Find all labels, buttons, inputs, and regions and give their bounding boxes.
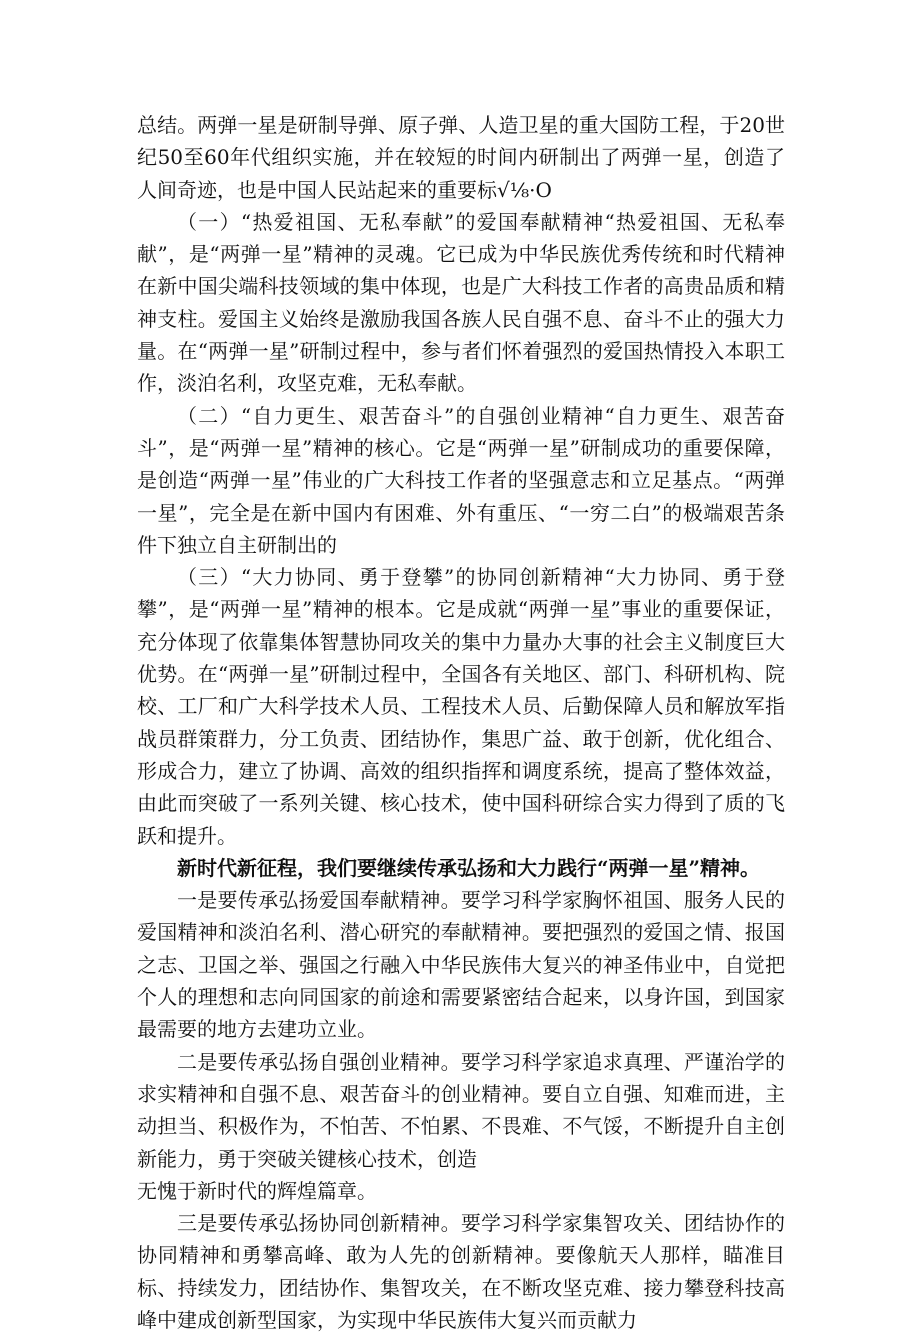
point-three-paragraph: 三是要传承弘扬协同创新精神。要学习科学家集智攻关、团结协作的协同精神和勇攀高峰、敢为人先的创新精神。要像航天人那样，瞄准目标、持续发力，团结协作、集智攻关，在不断攻坚克难、接力攀登科技高峰中建成创新型国家，为实现中华民族伟大复兴而贡献力 [137,1211,785,1332]
section-three-paragraph: （三）“大力协同、勇于登攀”的协同创新精神“大力协同、勇于登攀”，是“两弹一星”精神的根本。它是成就“两弹一星”事业的重要保证，充分体现了依靠集体智慧协同攻关的集中力量办大事的社会主义制度巨大优势。在“两弹一星”研制过程中，全国各有关地区、部门、科研机构、院校、工厂和广大科学技术人员、工程技术人员、后勤保障人员和解放军指战员群策群力，分工负责、团结协作，集思广益、敢于创新，优化组合、形成合力，建立了协调、高效的组织指挥和调度系统，提高了整体效益，由此而突破了一系列关键、核心技术，使中国科研综合实力得到了质的飞跃和提升。 [137,565,785,848]
point-two-continuation: 无愧于新时代的辉煌篇章。 [137,1178,377,1203]
document-page [137,109,785,1336]
intro-paragraph: 总结。两弹一星是研制导弹、原子弹、人造卫星的重大国防工程，于20世纪50至60年代组织实施，并在较短的时间内研制出了两弹一星，创造了人间奇迹，也是中国人民站起来的重要标√⅛·O [137,113,785,202]
section-two-paragraph: （二）“自力更生、艰苦奋斗”的自强创业精神“自力更生、艰苦奋斗”，是“两弹一星”精神的核心。它是“两弹一星”研制成功的重要保障，是创造“两弹一星”伟业的广大科技工作者的坚强意志和立足基点。“两弹一星”，完全是在新中国内有困难、外有重压、“一穷二白”的极端艰苦条件下独立自主研制出的 [137,403,785,557]
bold-heading-paragraph: 新时代新征程，我们要继续传承弘扬和大力践行“两弹一星”精神。 [177,855,761,880]
point-two-paragraph: 二是要传承弘扬自强创业精神。要学习科学家追求真理、严谨治学的求实精神和自强不息、艰苦奋斗的创业精神。要自立自强、知难而进，主动担当、积极作为，不怕苦、不怕累、不畏难、不气馁，不断提升自主创新能力，勇于突破关键核心技术，创造 [137,1049,785,1171]
section-one-paragraph: （一）“热爱祖国、无私奉献”的爱国奉献精神“热爱祖国、无私奉献”，是“两弹一星”精神的灵魂。它已成为中华民族优秀传统和时代精神在新中国尖端科技领域的集中体现，也是广大科技工作者的高贵品质和精神支柱。爱国主义始终是激励我国各族人民自强不息、奋斗不止的强大力量。在“两弹一星”研制过程中，参与者们怀着强烈的爱国热情投入本职工作，淡泊名利，攻坚克难，无私奉献。 [137,209,785,396]
point-one-paragraph: 一是要传承弘扬爱国奉献精神。要学习科学家胸怀祖国、服务人民的爱国精神和淡泊名利、潜心研究的奉献精神。要把强烈的爱国之情、报国之志、卫国之举、强国之行融入中华民族伟大复兴的神圣伟业中，自觉把个人的理想和志向同国家的前途和需要紧密结合起来，以身许国，到国家最需要的地方去建功立业。 [137,888,785,1042]
